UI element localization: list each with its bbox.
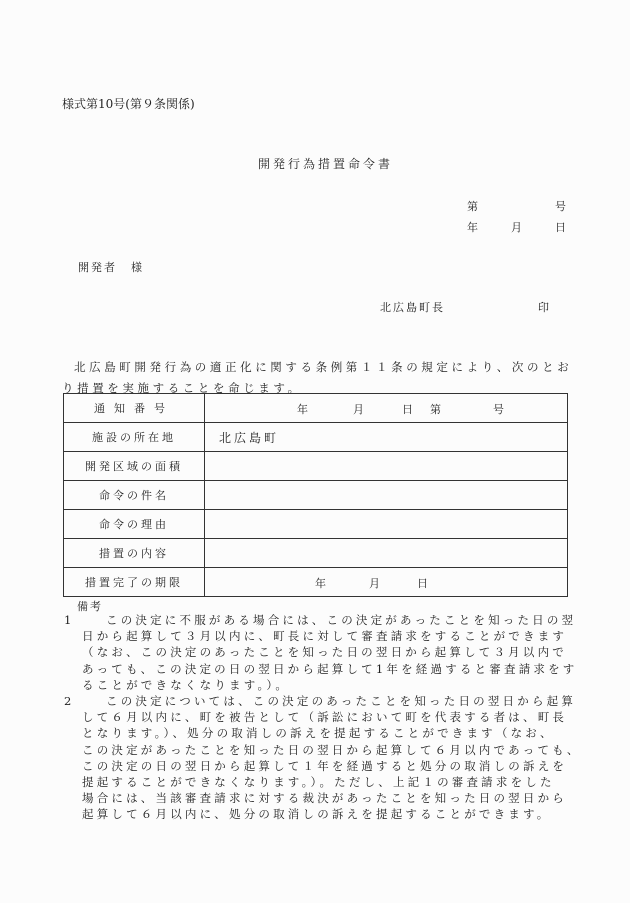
notice-day: 日 [402,403,413,416]
remark-line: この決定があったことを知った日の翌日から起算して６月以内であっても、 [82,742,582,757]
deadline-year: 年 [315,577,326,590]
remark-line: この決定の日の翌日から起算して１年を経過すると処分の取消しの訴えを [82,758,568,773]
date-year: 年 [467,221,478,234]
remark-number: 2 [64,694,72,709]
notice-year: 年 [297,403,308,416]
order-reason-field[interactable] [205,510,568,539]
remark-line: （なお、この決定のあったことを知った日の翌日から起算して３月以内で [82,645,567,660]
remark-line: となります。）、処分の取消しの訴えを提起することができます（なお、 [82,726,555,741]
table-row [64,568,568,597]
remarks-list [62,612,582,823]
notice-number-field[interactable] [205,394,568,423]
date-day: 日 [555,221,566,234]
notice-no-prefix: 第 [430,403,441,416]
addressee-name: 開発者 [78,261,117,274]
remarks-title: 備考 [77,600,103,613]
table-row [64,481,568,510]
document-date [467,219,567,235]
table-row [64,423,568,452]
notice-month: 月 [353,403,364,416]
remark-line: して６月以内に、町を被告として（訴訟において町を代表する者は、町長 [82,710,568,725]
location-field[interactable]: 北広島町 [205,423,568,452]
deadline-day: 日 [417,577,428,590]
seal-mark: 印 [538,301,549,314]
order-subject-field[interactable] [205,481,568,510]
deadline-month: 月 [369,577,380,590]
row-label: 命令の理由 [64,510,205,539]
remark-line: 起算して６月以内に、処分の取消しの訴えを提起することができます。 [82,807,552,822]
addressee-honorific: 様 [131,261,144,274]
remark-line: ることができなくなります。）。 [82,677,291,692]
addressee [78,259,144,275]
date-month: 月 [511,221,522,234]
remark-line: 1 この決定に不服がある場合には、この決定があったことを知った日の翌 [64,613,577,627]
intro-text-body: 北広島町開発行為の適正化に関する条例第１１条の規定により、次のとおり措置を実施することを命じます。 [62,360,573,395]
table-row [64,510,568,539]
measure-content-field[interactable] [205,539,568,568]
row-label: 通知番号 [64,394,205,423]
remark-line: 2 この決定については、この決定のあったことを知った日の翌日から起算 [64,694,577,709]
remark-line: あっても、この決定の日の翌日から起算して1年を経過すると審査請求をす [82,661,578,676]
deadline-field[interactable] [205,568,568,597]
area-field[interactable] [205,452,568,481]
document-title: 開発行為措置命令書 [258,157,394,171]
remark-line: 場合には、当該審査請求に対する裁決があったことを知った日の翌日から [82,791,567,806]
remark-line: 日から起算して３月以内に、町長に対して審査請求をすることができます [82,629,568,644]
table-row [64,452,568,481]
remark-line: 提起することができなくなります。）。ただし、上記１の審査請求をした [82,775,555,790]
table-row [64,539,568,568]
order-table [63,393,568,597]
number-prefix: 第 [467,200,478,213]
number-suffix: 号 [555,200,566,213]
table-row [64,394,568,423]
row-label: 施設の所在地 [64,423,205,452]
issuer: 北広島町長 [380,301,445,314]
row-label: 開発区域の面積 [64,452,205,481]
form-number: 様式第10号(第９条関係) [62,97,195,111]
remark-number: 1 [64,613,72,627]
row-label: 命令の件名 [64,481,205,510]
notice-no-suffix: 号 [493,403,504,416]
row-label: 措置完了の期限 [64,568,205,597]
document-number [467,198,567,214]
row-label: 措置の内容 [64,539,205,568]
